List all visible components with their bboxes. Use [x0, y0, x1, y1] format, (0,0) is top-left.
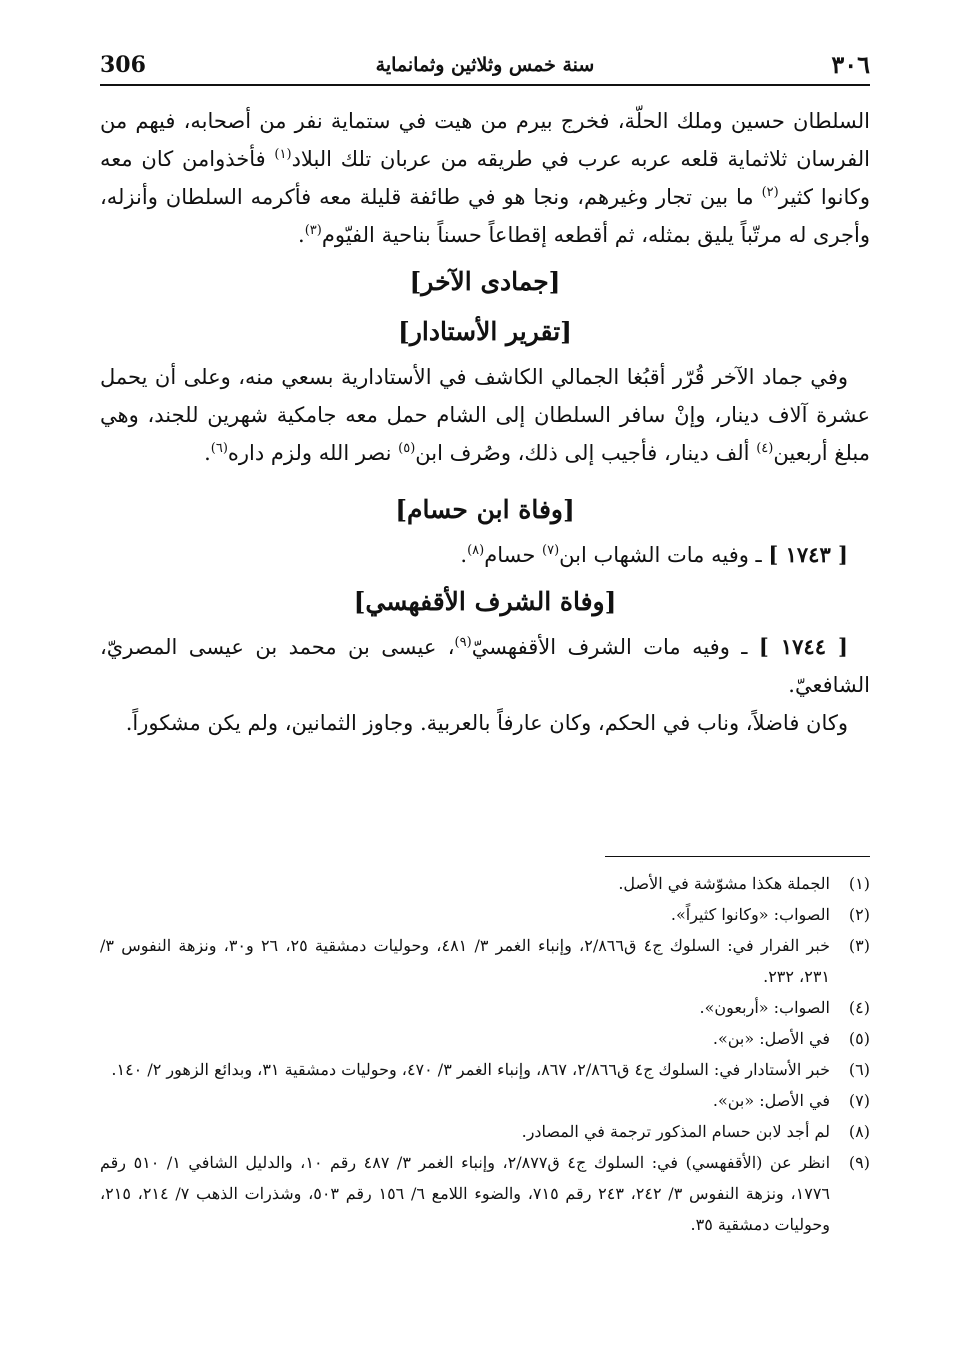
text-run: السلطان حسين وملك الحلّة، فخرج بيرم من هيت في ستماية نفر من أصحابه، فيهم من الفرسان ثلاثماية قلعه عربه عرب في طريقه من عربان تلك البلاد: [100, 109, 870, 171]
footnote-marker-7: (٧): [542, 543, 560, 558]
footnote-number: (٢): [848, 905, 870, 924]
text-run: حسام: [484, 543, 543, 567]
entry-number: [ ١٧٤٤ ]: [758, 634, 848, 659]
text-run: فأخذوامن كان معه وكانوا كثير: [100, 147, 870, 209]
text-run: وفي جماد الآخر قُرّر أقبُغا الجمالي الكاشف في الأستادارية بسعي منه، وعلى أن يحمل عشرة آلاف دينار، وإنْ سافر السلطان إلى الشام حمل معه جامكية شهرين للجند، وهي مبلغ أربعين: [100, 365, 870, 465]
running-title: سنة خمس وثلاثين وثمانماية: [375, 54, 595, 76]
footnote-marker-1: (١): [274, 147, 292, 162]
footnote-number: (٤): [848, 998, 870, 1017]
footnote-marker-3: (٣): [304, 223, 322, 238]
text-run: ما بين تجار وغيرهم، ونجا هو في طائفة قليلة معه فأكرمه السلطان وأنزله، وأجرى له مرتّباً يليق بمثله، ثم أقطعه إقطاعاً حسناً بناحية الفيّوم: [100, 185, 870, 247]
paragraph-5: وكان فاضلاً، وناب في الحكم، وكان عارفاً بالعربية. وجاوز الثمانين، ولم يكن مشكوراً.: [125, 711, 848, 735]
footnote: [100, 868, 870, 899]
footnote-text: الصواب: «وكانوا كثيراً».: [670, 905, 830, 924]
footnote: [100, 1116, 870, 1147]
entry-1743: [100, 536, 870, 574]
footnote: [100, 1147, 870, 1240]
text-run: ، عيسى بن محمد بن عيسى المصريّ، الشافعيّ.: [100, 635, 870, 697]
footnote-number: (٧): [848, 1091, 870, 1110]
footnote-text: لم أجد لابن حسام المذكور ترجمة في المصادر.: [521, 1122, 830, 1141]
text-run: .: [204, 441, 211, 465]
footnote-number: (٣): [848, 936, 870, 955]
footnote-marker-4: (٤): [756, 441, 774, 456]
footnote: [100, 992, 870, 1023]
text-run: .: [298, 223, 305, 247]
text-run: نصر الله ولزم داره: [227, 441, 399, 465]
text-run: ألف دينار، فأجيب إلى ذلك، وصُرف ابن: [415, 441, 757, 465]
footnote-marker-9: (٩): [454, 635, 472, 650]
footnote-text: في الأصل: «بن».: [712, 1029, 830, 1048]
footnote-text: خبر الفرار في: السلوك ج٤ ق٢/٨٦٦، وإنباء الغمر ٣/ ٤٨١، وحوليات دمشقية ٢٥، ٢٦ و٣٠، ونزهة النفوس ٣/ ٢٣١، ٢٣٢.: [100, 936, 831, 986]
footnote-text: خبر الأستادار في: السلوك ج٤ ق٢/٨٦٦، ٨٦٧، وإنباء الغمر ٣/ ٤٧٠، وحوليات دمشقية ٣١، وبدائع الزهور ٢/ ١٤٠.: [111, 1060, 830, 1079]
footnote: [100, 930, 870, 992]
footnote-number: (٥): [848, 1029, 870, 1048]
text-run: .: [460, 543, 468, 567]
page-number-latin: 306: [100, 52, 146, 78]
text-run: ـ وفيه مات الشرف الأقفهسيّ: [471, 635, 759, 659]
footnote-number: (٦): [848, 1060, 870, 1079]
paragraph-1: [100, 102, 870, 254]
text-run: ـ وفيه مات الشهاب ابن: [559, 543, 769, 567]
entry-number: [ ١٧٤٣ ]: [768, 542, 848, 567]
footnote-divider: [605, 856, 870, 857]
footnote-text: الصواب: «أربعون».: [699, 998, 830, 1017]
section-heading-jumada: [جمادى الآخر]: [409, 267, 561, 296]
footnote-marker-8: (٨): [467, 543, 485, 558]
page-number-arabic: ٣٠٦: [831, 50, 870, 79]
footnote-text: انظر عن (الأقفهسي) في: السلوك ج٤ ق٢/٨٧٧، وإنباء الغمر ٣/ ٤٨٧ رقم ١٠، والدليل الشافي ١/ ٥١٠ رقم ١٧٧٦، ونزهة النفوس ٣/ ٢٤٢، ٢٤٣ رقم ٧١٥، والضوء اللامع ٦/ ١٥٦ رقم ٥٠٣، وشذرات الذهب ٧/ ٢١٤، ٢١٥، وحوليات دمشقية ٣٥.: [100, 1153, 831, 1234]
section-heading-aqfahsi: [وفاة الشرف الأقفهسي]: [353, 587, 617, 616]
footnote: [100, 1023, 870, 1054]
footnote-marker-6: (٦): [210, 441, 228, 456]
footnote: [100, 1054, 870, 1085]
footnote-text: الجملة هكذا مشوّشة في الأصل.: [618, 874, 830, 893]
section-heading-ibn-husam: [وفاة ابن حسام]: [395, 495, 575, 524]
paragraph-2: [100, 358, 870, 472]
main-text: [100, 102, 870, 742]
footnote: [100, 899, 870, 930]
footnote-number: (١): [848, 874, 870, 893]
footnote-number: (٩): [848, 1153, 870, 1172]
footnote-marker-2: (٢): [761, 185, 779, 200]
footnote: [100, 1085, 870, 1116]
running-header: [100, 48, 870, 86]
entry-1744: [100, 628, 870, 704]
section-heading-ustadar: [تقرير الأستادار]: [398, 317, 572, 346]
footnote-text: في الأصل: «بن».: [712, 1091, 830, 1110]
footnote-number: (٨): [848, 1122, 870, 1141]
footnotes: [100, 868, 870, 1240]
footnote-marker-5: (٥): [398, 441, 416, 456]
